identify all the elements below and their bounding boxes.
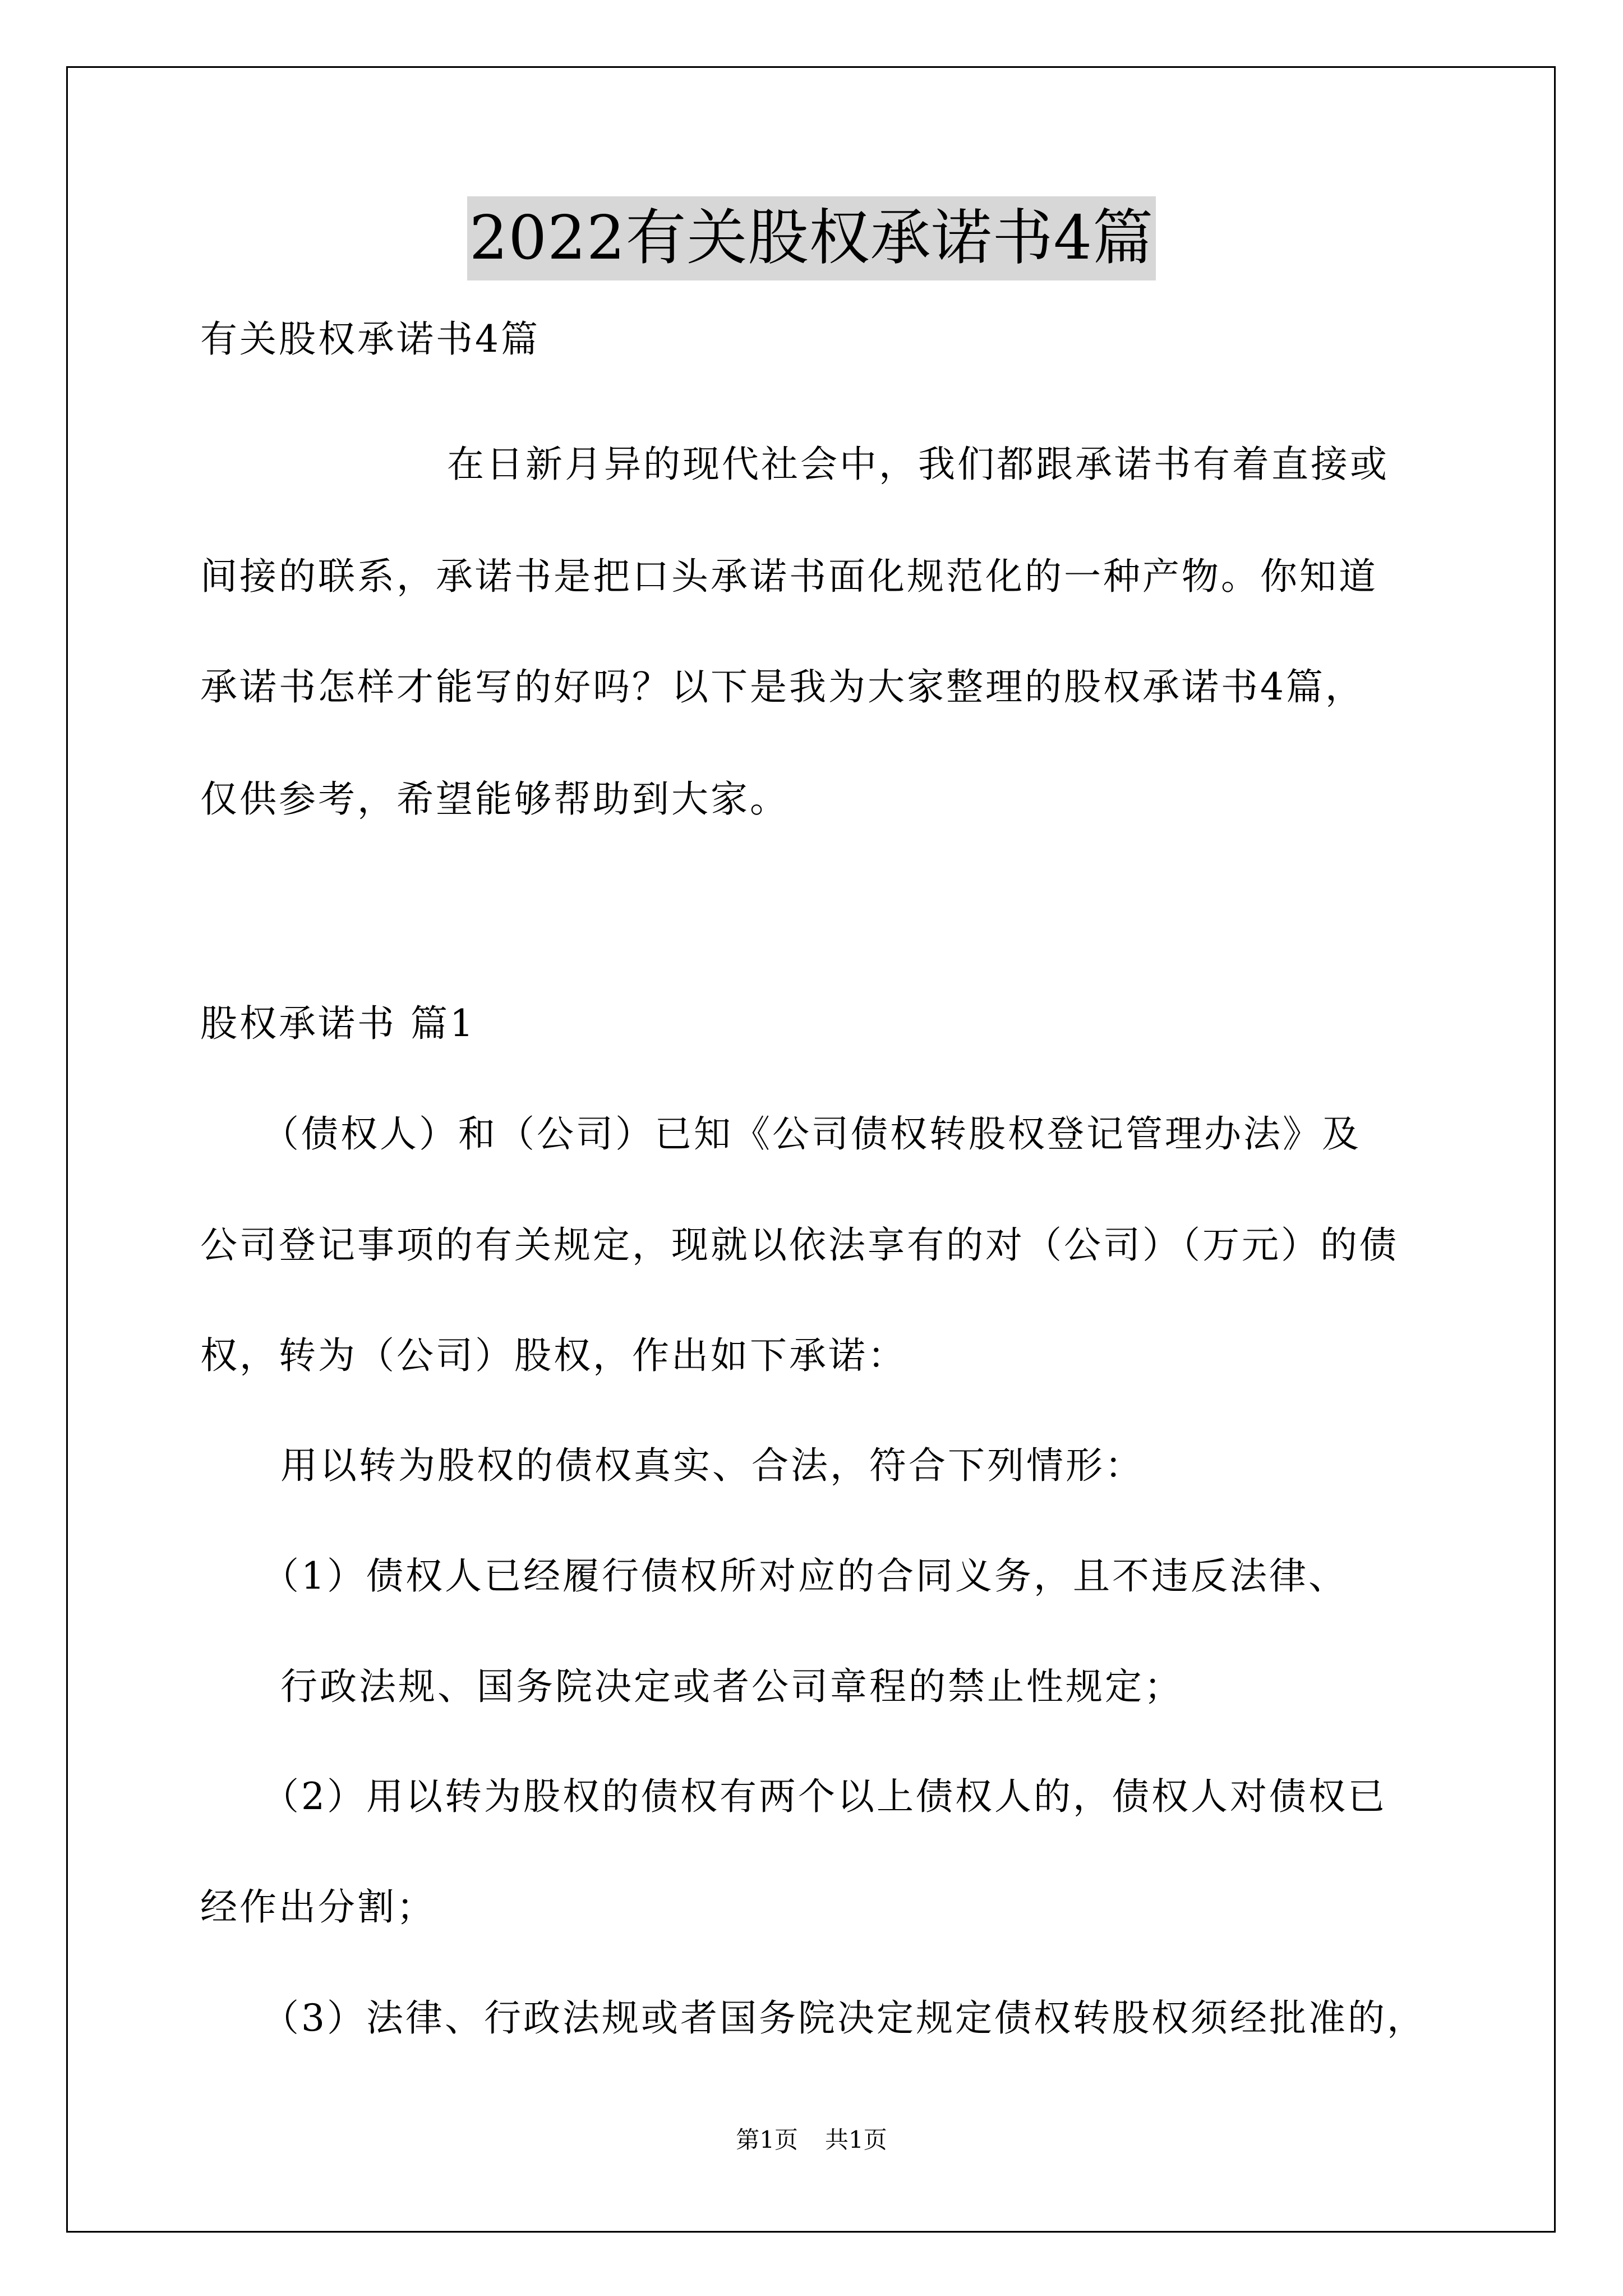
intro-line-1: 在日新月异的现代社会中，我们都跟承诺书有着直接或 [447,443,1389,486]
body-line-6: 行政法规、国务院决定或者公司章程的禁止性规定； [280,1665,1183,1708]
page-number: 第1页 [736,2126,798,2154]
body-line-5: （1）债权人已经履行债权所对应的合同义务，且不违反法律、 [262,1554,1348,1598]
body-line-1: （债权人）和（公司）已知《公司债权转股权登记管理办法》及 [262,1112,1361,1156]
document-subtitle: 有关股权承诺书4篇 [200,318,540,361]
document-title: 2022有关股权承诺书4篇 [467,196,1156,280]
body-line-7: （2）用以转为股权的债权有两个以上债权人的，债权人对债权已 [262,1775,1387,1818]
intro-line-4: 仅供参考，希望能够帮助到大家。 [200,777,789,821]
body-line-3: 权，转为（公司）股权，作出如下承诺： [200,1334,907,1377]
body-line-4: 用以转为股权的债权真实、合法，符合下列情形： [280,1444,1144,1487]
page-footer [0,2123,1623,2157]
intro-line-2: 间接的联系，承诺书是把口头承诺书面化规范化的一种产物。你知道 [200,555,1378,598]
body-line-2: 公司登记事项的有关规定，现就以依法享有的对（公司）（万元）的债 [200,1223,1399,1267]
title-container [0,196,1623,280]
intro-line-3: 承诺书怎样才能写的好吗？以下是我为大家整理的股权承诺书4篇， [200,665,1364,708]
section-heading: 股权承诺书 篇1 [200,1002,476,1045]
page-total: 共1页 [825,2126,887,2154]
body-line-8: 经作出分割； [200,1885,436,1929]
body-line-9: （3）法律、行政法规或者国务院决定规定债权转股权须经批准的， [262,1996,1426,2040]
